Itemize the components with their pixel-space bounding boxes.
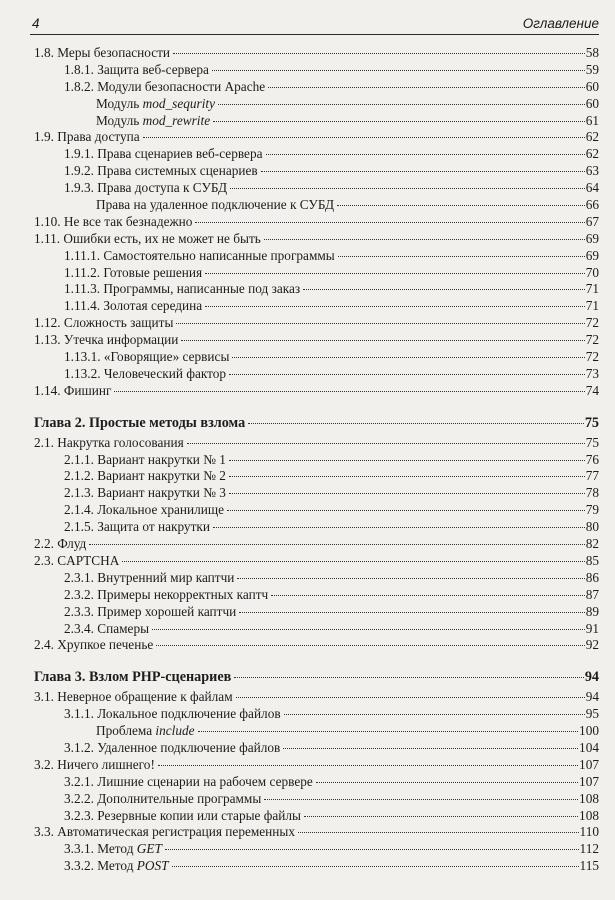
toc-entry bbox=[34, 129, 599, 146]
toc-entry-title: 1.11.4. Золотая середина bbox=[64, 298, 203, 314]
toc-entry bbox=[34, 536, 599, 553]
toc-entry bbox=[34, 281, 599, 298]
toc-page-number: 70 bbox=[585, 264, 599, 280]
toc-page-number: 58 bbox=[585, 45, 599, 60]
toc-entry-title: 3.2. Ничего лишнего! bbox=[34, 756, 155, 772]
toc-entry-title: Права на удаленное подключение к СУБД bbox=[96, 197, 335, 213]
dot-leader bbox=[229, 374, 585, 375]
dot-leader bbox=[114, 391, 584, 392]
toc-page-number: 87 bbox=[585, 586, 599, 602]
dot-leader bbox=[264, 239, 585, 240]
toc-page-number: 71 bbox=[585, 281, 599, 297]
toc-entry bbox=[34, 757, 599, 774]
dot-leader bbox=[205, 273, 585, 274]
toc-entry-title: 1.11.1. Самостоятельно написанные программы bbox=[64, 247, 335, 263]
toc-page-number: 110 bbox=[579, 824, 599, 840]
toc-entry-title: 1.13.2. Человеческий фактор bbox=[64, 365, 227, 381]
page-number: 4 bbox=[32, 16, 40, 31]
toc-page-number: 107 bbox=[579, 773, 599, 789]
toc-page-number: 72 bbox=[585, 315, 599, 331]
toc-entry-title: 2.4. Хрупкое печенье bbox=[34, 637, 154, 653]
toc-entry bbox=[34, 332, 599, 349]
toc-entry bbox=[34, 366, 599, 383]
toc-page-number: 73 bbox=[585, 365, 599, 381]
toc-entry-title: 1.11. Ошибки есть, их не может не быть bbox=[34, 230, 261, 246]
toc-chapter bbox=[34, 413, 599, 433]
dot-leader bbox=[338, 256, 585, 257]
toc-entry-title: 1.9.1. Права сценариев веб-сервера bbox=[64, 146, 263, 162]
toc-entry-title: 2.3.1. Внутренний мир каптчи bbox=[64, 569, 235, 585]
toc-page-number: 75 bbox=[584, 414, 599, 431]
page-header bbox=[30, 12, 599, 35]
toc-entry bbox=[34, 79, 599, 96]
toc-entry-title: 2.1.1. Вариант накрутки № 1 bbox=[64, 451, 226, 467]
toc-page-number: 94 bbox=[585, 689, 599, 705]
toc-entry-title: 1.12. Сложность защиты bbox=[34, 315, 174, 331]
toc-entry-title: 2.3.2. Примеры некорректных каптч bbox=[64, 586, 269, 602]
toc-entry-title: 1.11.2. Готовые решения bbox=[64, 264, 203, 280]
toc-entry-title: 1.8.2. Модули безопасности Apache bbox=[64, 78, 266, 94]
toc-page-number: 71 bbox=[585, 298, 599, 314]
toc-entry-title: 1.14. Фишинг bbox=[34, 382, 112, 398]
toc-entry bbox=[34, 96, 599, 113]
toc-page-number: 91 bbox=[585, 620, 599, 636]
toc-page-number: 63 bbox=[585, 163, 599, 179]
toc-entry bbox=[34, 637, 599, 654]
toc-entry bbox=[34, 723, 599, 740]
dot-leader bbox=[229, 493, 585, 494]
toc-page-number: 77 bbox=[585, 468, 599, 484]
toc-page-number: 66 bbox=[585, 197, 599, 213]
toc-entry-title: Проблема include bbox=[96, 723, 195, 739]
toc-entry bbox=[34, 180, 599, 197]
toc-entry-title: 2.1.4. Локальное хранилище bbox=[64, 502, 225, 518]
dot-leader bbox=[266, 154, 585, 155]
toc-page-number: 59 bbox=[585, 61, 599, 77]
toc-page-number: 60 bbox=[585, 78, 599, 94]
dot-leader bbox=[165, 849, 579, 850]
toc-entry bbox=[34, 349, 599, 366]
toc-entry bbox=[34, 248, 599, 265]
dot-leader bbox=[264, 799, 578, 800]
toc-page-number: 95 bbox=[585, 706, 599, 722]
toc-page-number: 107 bbox=[579, 756, 599, 772]
toc-page-number: 67 bbox=[585, 213, 599, 229]
dot-leader bbox=[173, 53, 585, 54]
toc-entry bbox=[34, 621, 599, 638]
toc-entry-title: 2.1.2. Вариант накрутки № 2 bbox=[64, 468, 226, 484]
toc-page-number: 74 bbox=[585, 382, 599, 398]
toc-entry-title: 1.10. Не все так безнадежно bbox=[34, 213, 193, 229]
toc-page-number: 100 bbox=[579, 723, 599, 739]
toc-entry-title: 3.1.2. Удаленное подключение файлов bbox=[64, 739, 281, 755]
toc-entry bbox=[34, 468, 599, 485]
toc-entry bbox=[34, 214, 599, 231]
toc-entry bbox=[34, 502, 599, 519]
dot-leader bbox=[227, 510, 585, 511]
dot-leader bbox=[271, 595, 585, 596]
toc-entry bbox=[34, 197, 599, 214]
toc-entry-title: 3.2.3. Резервные копии или старые файлы bbox=[64, 807, 301, 823]
toc-page-number: 89 bbox=[585, 603, 599, 619]
toc-page-number: 72 bbox=[585, 349, 599, 365]
toc-entry bbox=[34, 706, 599, 723]
dot-leader bbox=[181, 340, 584, 341]
toc-entry bbox=[34, 791, 599, 808]
dot-leader bbox=[261, 171, 585, 172]
dot-leader bbox=[237, 578, 584, 579]
toc-entry-title: 3.2.1. Лишние сценарии на рабочем сервере bbox=[64, 773, 313, 789]
dot-leader bbox=[304, 816, 578, 817]
toc-chapter bbox=[34, 667, 599, 687]
dot-leader bbox=[303, 289, 585, 290]
toc-entry-title: 2.2. Флуд bbox=[34, 536, 87, 552]
toc-page-number: 85 bbox=[585, 552, 599, 568]
toc-entry bbox=[34, 265, 599, 282]
toc-entry-title: 1.13.1. «Говорящие» сервисы bbox=[64, 349, 230, 365]
dot-leader bbox=[229, 460, 585, 461]
toc-entry-title: 2.1.3. Вариант накрутки № 3 bbox=[64, 485, 226, 501]
toc-entry-title: 1.8. Меры безопасности bbox=[34, 45, 171, 60]
table-of-contents bbox=[34, 45, 599, 875]
toc-page-number: 76 bbox=[585, 451, 599, 467]
toc-page-number: 60 bbox=[585, 95, 599, 111]
toc-page-number: 104 bbox=[579, 739, 599, 755]
toc-entry-title: 2.3. CAPTCHA bbox=[34, 552, 120, 568]
toc-entry-title: 2.3.4. Спамеры bbox=[64, 620, 150, 636]
toc-entry bbox=[34, 774, 599, 791]
toc-entry-title: Глава 3. Взлом PHP-сценариев bbox=[34, 669, 232, 686]
dot-leader bbox=[213, 121, 585, 122]
dot-leader bbox=[298, 832, 579, 833]
toc-entry bbox=[34, 163, 599, 180]
toc-entry bbox=[34, 570, 599, 587]
dot-leader bbox=[158, 765, 578, 766]
toc-entry-title: 1.8.1. Защита веб-сервера bbox=[64, 61, 209, 77]
dot-leader bbox=[172, 866, 579, 867]
toc-entry bbox=[34, 553, 599, 570]
toc-page-number: 108 bbox=[579, 790, 599, 806]
toc-entry-title: 1.9.2. Права системных сценариев bbox=[64, 163, 258, 179]
toc-entry-title: 2.3.3. Пример хорошей каптчи bbox=[64, 603, 237, 619]
toc-entry-title: 3.3.1. Метод GET bbox=[64, 841, 162, 857]
toc-entry-title: Глава 2. Простые методы взлома bbox=[34, 414, 246, 431]
toc-page-number: 64 bbox=[585, 180, 599, 196]
dot-leader bbox=[230, 188, 585, 189]
dot-leader bbox=[205, 306, 585, 307]
toc-entry-title: 1.9.3. Права доступа к СУБД bbox=[64, 180, 228, 196]
dot-leader bbox=[337, 205, 585, 206]
toc-page-number: 94 bbox=[584, 669, 599, 686]
toc-entry-title: 3.3.2. Метод POST bbox=[64, 858, 169, 874]
toc-entry bbox=[34, 740, 599, 757]
toc-page-number: 61 bbox=[585, 112, 599, 128]
toc-page-number: 79 bbox=[585, 502, 599, 518]
toc-page-number: 75 bbox=[585, 434, 599, 450]
toc-page-number: 108 bbox=[579, 807, 599, 823]
toc-entry bbox=[34, 858, 599, 875]
toc-page-number: 86 bbox=[585, 569, 599, 585]
dot-leader bbox=[122, 561, 584, 562]
toc-entry bbox=[34, 519, 599, 536]
toc-entry-title: 1.13. Утечка информации bbox=[34, 332, 179, 348]
toc-entry-title: 3.3. Автоматическая регистрация переменных bbox=[34, 824, 295, 840]
dot-leader bbox=[234, 677, 584, 678]
toc-entry bbox=[34, 383, 599, 400]
toc-page-number: 62 bbox=[585, 146, 599, 162]
toc-page-number: 69 bbox=[585, 230, 599, 246]
toc-page-number: 115 bbox=[579, 858, 599, 874]
toc-entry bbox=[34, 62, 599, 79]
dot-leader bbox=[268, 87, 585, 88]
dot-leader bbox=[316, 782, 578, 783]
toc-entry-title: 3.1. Неверное обращение к файлам bbox=[34, 689, 233, 705]
dot-leader bbox=[232, 357, 584, 358]
toc-entry bbox=[34, 146, 599, 163]
toc-entry-title: Модуль mod_rewrite bbox=[96, 112, 211, 128]
toc-entry bbox=[34, 587, 599, 604]
toc-entry bbox=[34, 604, 599, 621]
dot-leader bbox=[198, 731, 578, 732]
toc-page-number: 92 bbox=[585, 637, 599, 653]
dot-leader bbox=[218, 104, 585, 105]
toc-entry-title: 3.1.1. Локальное подключение файлов bbox=[64, 706, 281, 722]
toc-entry bbox=[34, 452, 599, 469]
dot-leader bbox=[239, 612, 584, 613]
dot-leader bbox=[283, 748, 578, 749]
dot-leader bbox=[212, 70, 585, 71]
dot-leader bbox=[229, 476, 585, 477]
toc-page-number: 80 bbox=[585, 519, 599, 535]
toc-entry-title: 1.11.3. Программы, написанные под заказ bbox=[64, 281, 301, 297]
dot-leader bbox=[176, 323, 584, 324]
toc-entry bbox=[34, 45, 599, 62]
toc-entry bbox=[34, 824, 599, 841]
toc-entry bbox=[34, 808, 599, 825]
dot-leader bbox=[152, 629, 585, 630]
toc-entry-title: 1.9. Права доступа bbox=[34, 129, 140, 145]
toc-page-number: 72 bbox=[585, 332, 599, 348]
toc-entry-title: Модуль mod_sequrity bbox=[96, 95, 216, 111]
dot-leader bbox=[248, 423, 584, 424]
toc-entry bbox=[34, 231, 599, 248]
section-title: Оглавление bbox=[522, 16, 599, 31]
dot-leader bbox=[143, 137, 585, 138]
toc-page-number: 69 bbox=[585, 247, 599, 263]
dot-leader bbox=[284, 714, 585, 715]
toc-entry-title: 2.1.5. Защита от накрутки bbox=[64, 519, 210, 535]
dot-leader bbox=[89, 544, 584, 545]
toc-page-number: 82 bbox=[585, 536, 599, 552]
dot-leader bbox=[156, 645, 584, 646]
dot-leader bbox=[236, 697, 585, 698]
toc-entry bbox=[34, 315, 599, 332]
toc-entry bbox=[34, 841, 599, 858]
toc-entry bbox=[34, 435, 599, 452]
dot-leader bbox=[187, 443, 585, 444]
dot-leader bbox=[195, 222, 584, 223]
toc-page-number: 112 bbox=[579, 841, 599, 857]
toc-entry bbox=[34, 298, 599, 315]
toc-entry-title: 3.2.2. Дополнительные программы bbox=[64, 790, 262, 806]
toc-page-number: 62 bbox=[585, 129, 599, 145]
dot-leader bbox=[213, 527, 585, 528]
toc-entry bbox=[34, 113, 599, 130]
toc-entry bbox=[34, 485, 599, 502]
toc-entry bbox=[34, 689, 599, 706]
toc-entry-title: 2.1. Накрутка голосования bbox=[34, 434, 184, 450]
toc-page-number: 78 bbox=[585, 485, 599, 501]
